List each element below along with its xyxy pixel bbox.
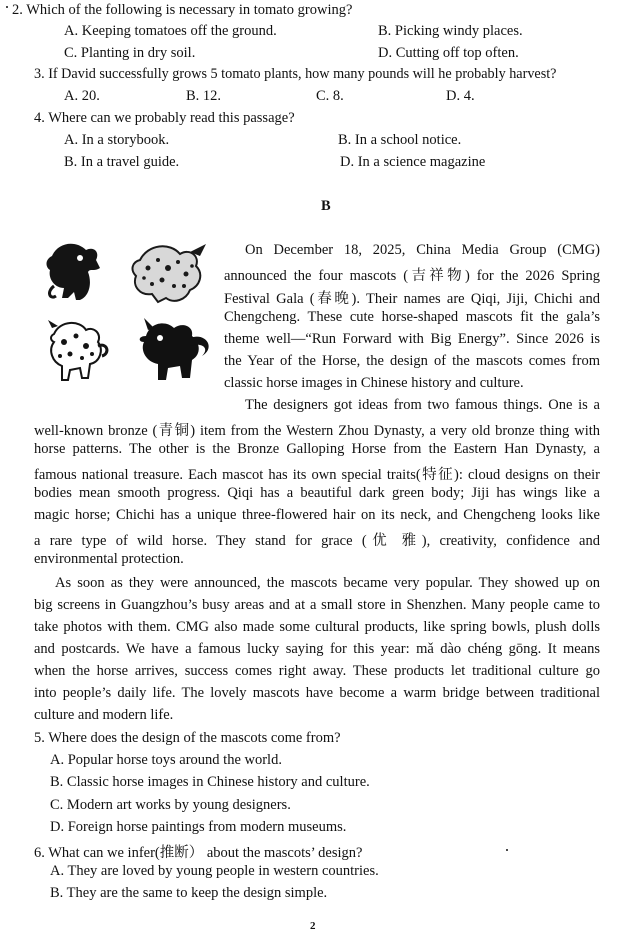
passage-p3-line-2: big screens in Guangzhou’s busy areas and at a small store in Shenzhen. Many people came to xyxy=(34,597,600,613)
question-6-option-a: A. They are loved by young people in western countries. xyxy=(50,863,379,879)
passage-p2-line-6: magic horse; Chichi has a unique three-flowered hair on its neck, and Chengcheng looks like xyxy=(34,507,600,523)
question-2-option-b: B. Picking windy places. xyxy=(378,23,523,39)
question-5-option-b: B. Classic horse images in Chinese history and culture. xyxy=(50,774,370,790)
passage-p2-line-7: a rare type of wild horse. They stand for grace (优 雅), creativity, confidence and xyxy=(34,533,600,549)
question-5-option-a: A. Popular horse toys around the world. xyxy=(50,752,282,768)
question-4-option-d: D. In a science magazine xyxy=(340,154,486,170)
passage-p3-line-7: culture and modern life. xyxy=(34,707,174,723)
passage-p1-line-1: On December 18, 2025, China Media Group (CMG) xyxy=(245,242,600,258)
question-2-option-d: D. Cutting off top often. xyxy=(378,45,519,61)
question-3-option-b: B. 12. xyxy=(186,88,222,104)
question-5-stem: 5. Where does the design of the mascots come from? xyxy=(34,730,341,746)
passage-p1-line-2: announced the four mascots (吉祥物) for the 2026 Spring xyxy=(224,268,600,284)
passage-p1-line-4: Chengcheng. These cute horse-shaped mascots fit the gala’s xyxy=(224,309,600,325)
question-6-option-b: B. They are the same to keep the design simple. xyxy=(50,885,328,901)
passage-p2-line-3: horse patterns. The other is the Bronze Galloping Horse from the Eastern Han Dynasty, a xyxy=(34,441,600,457)
stray-dot xyxy=(506,849,508,851)
section-label: B xyxy=(321,198,331,214)
mascot-illustration xyxy=(40,238,220,398)
question-4-stem: 4. Where can we probably read this passage? xyxy=(34,110,295,126)
question-4-option-c: B. In a travel guide. xyxy=(64,154,180,170)
passage-p3-line-4: and postcards. We have a famous lucky saying for this year: mǎ dào chéng gōng. It means xyxy=(34,641,600,657)
horse-mascot-jiji-icon xyxy=(133,244,206,302)
question-2-option-c: C. Planting in dry soil. xyxy=(64,45,196,61)
question-3-option-c: C. 8. xyxy=(316,88,344,104)
passage-p2-line-5: bodies mean smooth progress. Qiqi has a beautiful dark green body; Jiji has wings like a xyxy=(34,485,600,501)
passage-p1-line-7: classic horse images in Chinese history and culture. xyxy=(224,375,524,391)
horse-mascot-chichi-icon xyxy=(48,320,107,380)
stray-dot xyxy=(6,6,8,8)
passage-p2-line-1: The designers got ideas from two famous things. One is a xyxy=(245,397,600,413)
passage-p1-line-6: the Year of the Horse, the design of the mascots comes from xyxy=(224,353,600,369)
passage-p1-line-3: Festival Gala (春晚). Their names are Qiqi, Jiji, Chichi and xyxy=(224,291,600,307)
passage-p3-line-3: take photos with them. CMG also made some cultural products, like spring bowls, plush dolls xyxy=(34,619,600,635)
page-number: 2 xyxy=(310,920,316,932)
question-6-stem: 6. What can we infer(推断） about the mascots’ design? xyxy=(34,845,363,861)
passage-p2-line-4: famous national treasure. Each mascot has its own special traits(特征): cloud designs on their xyxy=(34,467,600,483)
passage-p2-line-8: environmental protection. xyxy=(34,551,184,567)
question-3-option-a: A. 20. xyxy=(64,88,100,104)
question-2-stem: 2. Which of the following is necessary in tomato growing? xyxy=(12,2,353,18)
question-4-option-b: B. In a school notice. xyxy=(338,132,462,148)
question-5-option-c: C. Modern art works by young designers. xyxy=(50,797,291,813)
passage-p2-line-2: well-known bronze (青铜) item from the Western Zhou Dynasty, a very old bronze thing with xyxy=(34,423,600,439)
question-3-stem: 3. If David successfully grows 5 tomato plants, how many pounds will he probably harvest? xyxy=(34,66,557,82)
question-3-option-d: D. 4. xyxy=(446,88,475,104)
question-4-option-a: A. In a storybook. xyxy=(64,132,170,148)
passage-p3-line-5: when the horse arrives, success comes right away. These products let traditional culture go xyxy=(34,663,600,679)
passage-p3-line-1: As soon as they were announced, the mascots became very popular. They showed up on xyxy=(55,575,600,591)
horse-mascot-chengcheng-icon xyxy=(140,318,209,380)
horse-mascot-qiqi-icon xyxy=(47,244,101,300)
question-2-option-a: A. Keeping tomatoes off the ground. xyxy=(64,23,277,39)
passage-p3-line-6: into people’s daily life. The lovely mascots have become a warm bridge between traditional xyxy=(34,685,600,701)
question-5-option-d: D. Foreign horse paintings from modern museums. xyxy=(50,819,347,835)
passage-p1-line-5: theme well—“Run Forward with Big Energy”. Since 2026 is xyxy=(224,331,600,347)
